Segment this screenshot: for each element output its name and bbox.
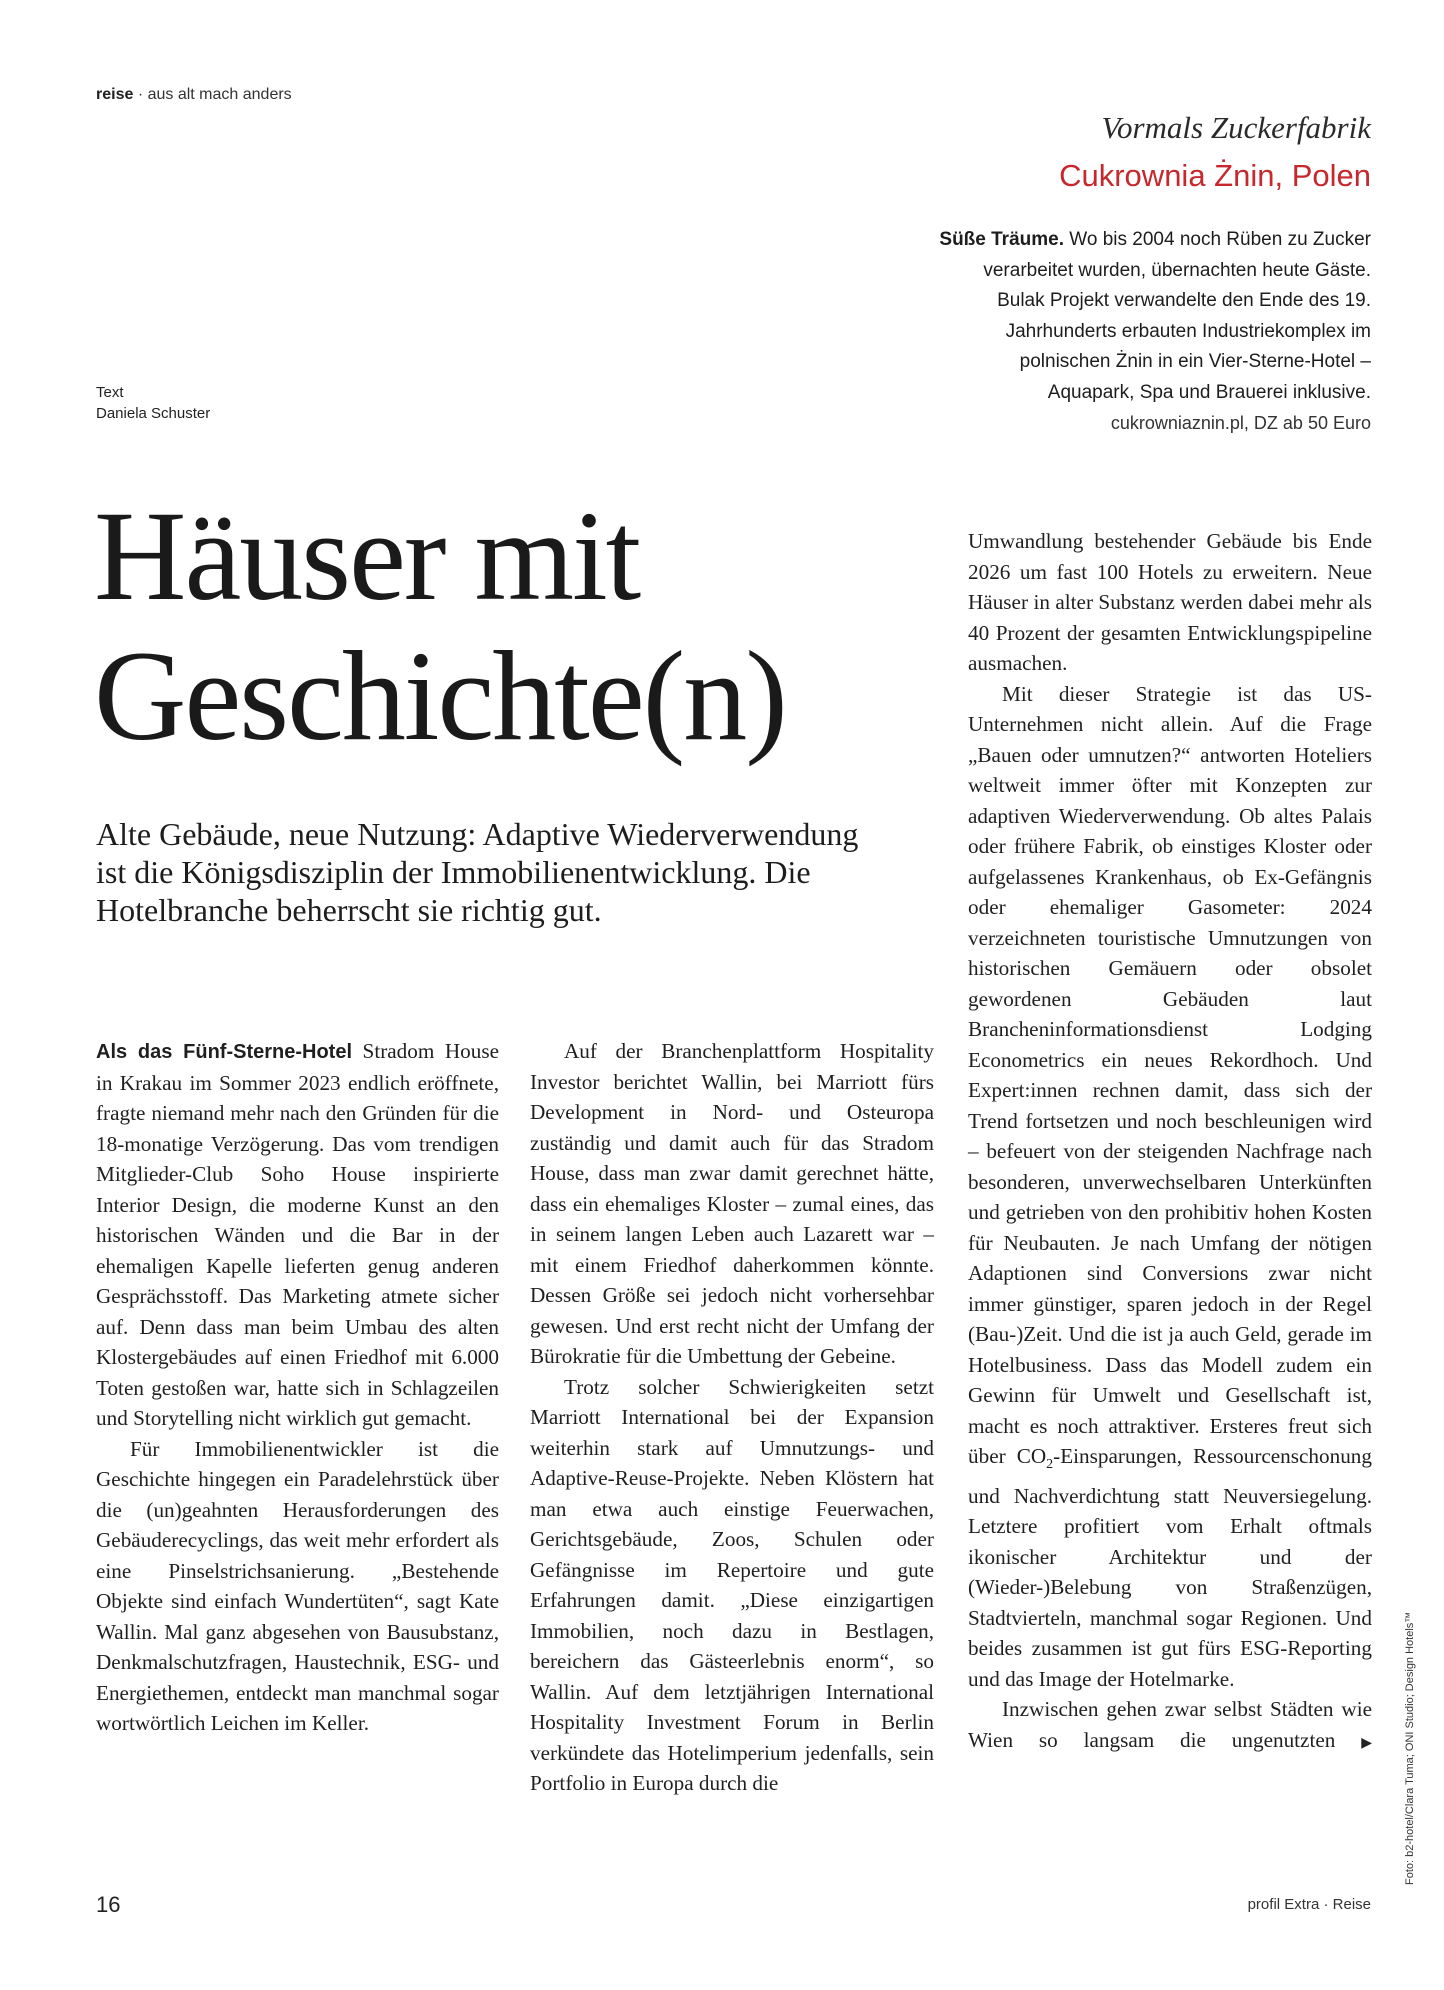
paragraph-text: Mit dieser Strategie ist das US-Unternehmen nicht allein. Auf die Frage „Bauen oder umnutzen?“ antworten Hoteliers weltweit immer öfter mit Konzepten zur adaptiven Wiederverwendung. Ob altes Palais oder frühere Fabrik, ob einstiges Kloster oder aufgelassenes Krankenhaus, ob Ex-Gefängnis oder ehemaliger Gasometer: 2024 verzeichneten touristische Umnutzungen von historischen Gemäuern oder obsolet gewordenen Gebäuden laut Brancheninformationsdienst Lodging Econometrics ein neues Rekordhoch. Und Expert:innen rechnen damit, dass sich der Trend fortsetzen und noch beschleunigen wird – befeuert von der steigenden Nachfrage nach besonderen, unverwechselbaren Unterkünften und getrieben von den prohibitiv hohen Kosten für Neubauten. Je nach Umfang der nötigen Adaptionen sind Conversions zwar nicht immer günstiger, sparen jedoch in der Regel (Bau-)Zeit. Und die ist ja auch Geld, gerade im Hotelbusiness. Dass das Modell zudem ein Gewinn für Umwelt und Gesellschaft ist, macht es noch attraktiver. Ersteres freut sich über CO: [968, 681, 1372, 1468]
author-credit: [96, 382, 210, 424]
section-name: reise: [96, 86, 134, 103]
body-column-1: [96, 1036, 499, 1739]
body-column-3: [968, 526, 1372, 1759]
author-credit-label: Text: [96, 384, 124, 401]
photo-credit: Foto: b2-hotel/Clara Tuma; ONI Studio; Design Hotels™: [1404, 1611, 1416, 1885]
body-paragraph: Trotz solcher Schwierigkeiten setzt Marriott International bei der Expansion weiterhin stark auf Umnutzungs- und Adaptive-Reuse-Projekte. Neben Klöstern hat man etwa auch einstige Feuerwachen, Gerichtsgebäude, Zoos, Schulen oder Gefängnisse im Repertoire und gute Erfahrungen damit. „Diese einzigartigen Immobilien, noch dazu in Bestlagen, bereichern das Gästeerlebnis enorm“, so Wallin. Auf dem letztjährigen International Hospitality Investment Forum in Berlin verkündete das Hotelimperium jedenfalls, sein Portfolio in Europa durch die: [530, 1374, 934, 1795]
headline-line-1: Häuser mit: [94, 485, 640, 627]
footer-section: Reise: [1332, 1896, 1371, 1913]
headline: [94, 486, 786, 766]
subscript: 2: [1046, 1457, 1054, 1473]
aside-location-name: Cukrownia Żnin, Polen: [1059, 158, 1371, 193]
aside-url-price: cukrowniaznin.pl, DZ ab 50 Euro: [1110, 413, 1371, 433]
kicker-separator: ·: [133, 86, 148, 103]
body-paragraph: [968, 1694, 1372, 1759]
continue-arrow-icon: ▶: [1361, 1735, 1372, 1751]
publication-name: profil Extra: [1247, 1896, 1320, 1913]
run-in-heading: Als das Fünf-Sterne-Hotel: [96, 1041, 353, 1063]
body-paragraph: [968, 679, 1372, 1695]
body-paragraph: Für Immobilienentwickler ist die Geschichte hingegen ein Paradelehrstück über die (un)geahnten Herausforderungen des Gebäuderecyclings, das weit mehr erfordert als eine Pinselstrichsanierung. „Bestehende Objekte sind einfach Wundertüten“, sagt Kate Wallin. Mal ganz abgesehen von Bausubstanz, Denkmalschutzfragen, Haustechnik, ESG- und Energiethemen, entdeckt man manchmal sogar wortwörtlich Leichen im Keller.: [96, 1436, 499, 1735]
paragraph-text: Inzwischen gehen zwar selbst Städten wie Wien so langsam die ungenutzten: [968, 1697, 1372, 1752]
author-name: Daniela Schuster: [96, 405, 211, 422]
footer-separator: ·: [1319, 1896, 1333, 1913]
aside-description-body: Wo bis 2004 noch Rüben zu Zucker verarbeitet wurden, übernachten heute Gäste. Bulak Projekt verwandelte den Ende des 19. Jahrhunderts erbauten Industriekomplex im polnischen Żnin in ein Vier-Sterne-Hotel – Aquapark, Spa und Brauerei inklusive.: [983, 229, 1371, 403]
body-paragraph: [96, 1036, 499, 1434]
section-kicker: [96, 86, 292, 104]
aside-description: [938, 225, 1371, 408]
aside-label: Vormals Zuckerfabrik: [1101, 110, 1371, 145]
body-column-2: [530, 1036, 934, 1799]
paragraph-text: Stradom House in Krakau im Sommer 2023 endlich eröffnete, fragte niemand mehr nach den Gründen für die 18-monatige Verzögerung. Das vom trendigen Mitglieder-Club Soho House inspirierte Interior Design, die moderne Kunst an den historischen Wänden und die Bar in der ehemaligen Kapelle lieferten genug anderen Gesprächsstoff. Das Marketing atmete sicher auf. Denn dass man beim Umbau des alten Klostergebäudes auf einen Friedhof mit 6.000 Toten gestoßen war, hatte sich in Schlagzeilen und Storytelling nicht wirklich gut gemacht.: [96, 1039, 500, 1430]
headline-line-2: Geschichte(n): [94, 625, 786, 767]
aside-description-lead: Süße Träume.: [939, 229, 1064, 250]
lead-paragraph: Alte Gebäude, neue Nutzung: Adaptive Wiederverwendung ist die Königsdisziplin der Immobilienentwicklung. Die Hotelbranche beherrscht sie richtig gut.: [96, 816, 859, 928]
body-paragraph: Umwandlung bestehender Gebäude bis Ende 2026 um fast 100 Hotels zu erweitern. Neue Häuser in alter Substanz werden dabei mehr als 40 Prozent der gesamten Entwicklungspipeline ausmachen.: [968, 529, 1372, 675]
section-topic: aus alt mach anders: [147, 86, 292, 103]
body-paragraph: Auf der Branchenplattform Hospitality Investor berichtet Wallin, bei Marriott fürs Development in Nord- und Osteuropa zuständig und damit auch für das Stradom House, dass man zwar damit gerechnet hätte, dass ein ehemaliges Kloster – zumal eines, das in seinem langen Leben auch Lazarett war – mit einem Friedhof daherkommen könnte. Dessen Größe sei jedoch nicht vorhersehbar gewesen. Und erst recht nicht der Umfang der Bürokratie für die Umbettung der Gebeine.: [530, 1039, 934, 1368]
page-footer: [1248, 1896, 1371, 1913]
paragraph-text: -Einsparungen, Ressourcenschonung und Nachverdichtung statt Neuversiegelung. Letztere profitiert vom Erhalt oftmals ikonischer Architektur und der (Wieder-)Belebung von Straßenzügen, Stadtvierteln, manchmal sogar Regionen. Und beides zusammen ist gut fürs ESG-Reporting und das Image der Hotelmarke.: [968, 1444, 1372, 1691]
page-number: 16: [96, 1892, 121, 1917]
